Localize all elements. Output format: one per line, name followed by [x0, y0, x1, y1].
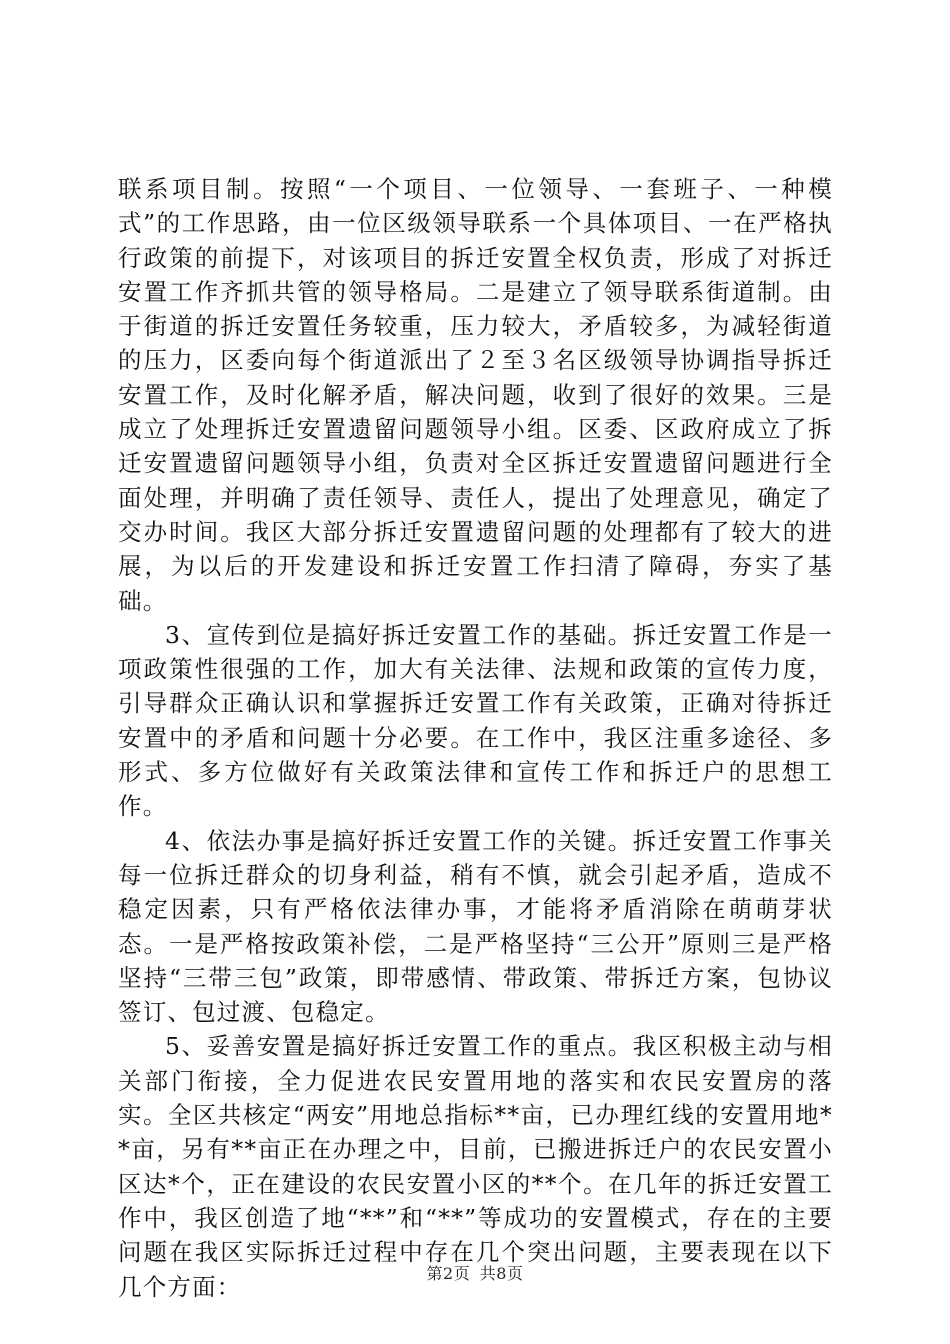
page-total: 共8页: [479, 1264, 524, 1283]
paragraph: 联系项目制。按照“一个项目、一位领导、一套班子、一种模式”的工作思路，由一位区级领导联系一个具体项目、一在严格执行政策的前提下，对该项目的拆迁安置全权负责，形成了对拆迁安置工作齐抓共管的领导格局。二是建立了领导联系街道制。由于街道的拆迁安置任务较重，压力较大，矛盾较多，为减轻街道的压力，区委向每个街道派出了２至３名区级领导协调指导拆迁安置工作，及时化解矛盾，解决问题，收到了很好的效果。三是成立了处理拆迁安置遗留问题领导小组。区委、区政府成立了拆迁安置遗留问题领导小组，负责对全区拆迁安置遗留问题进行全面处理，并明确了责任领导、责任人，提出了处理意见，确定了交办时间。我区大部分拆迁安置遗留问题的处理都有了较大的进展，为以后的开发建设和拆迁安置工作扫清了障碍，夯实了基础。: [118, 175, 833, 615]
paragraph: 5、妥善安置是搞好拆迁安置工作的重点。我区积极主动与相关部门衔接，全力促进农民安置用地的落实和农民安置房的落实。全区共核定“两安”用地总指标**亩，已办理红线的安置用地**亩，另有**亩正在办理之中，目前，已搬进拆迁户的农民安置小区达*个，正在建设的农民安置小区的**个。在几年的拆迁安置工作中，我区创造了地“**”和“**”等成功的安置模式，存在的主要问题在我区实际拆迁过程中存在几个突出问题，主要表现在以下几个方面：: [118, 1032, 833, 1301]
page-number: 第2页: [426, 1264, 471, 1283]
page-footer: [0, 1261, 950, 1284]
paragraph: 4、依法办事是搞好拆迁安置工作的关键。拆迁安置工作事关每一位拆迁群众的切身利益，稍有不慎，就会引起矛盾，造成不稳定因素，只有严格依法律办事，才能将矛盾消除在萌萌芽状态。一是严格按政策补偿，二是严格坚持“三公开”原则三是严格坚持“三带三包”政策，即带感情、带政策、带拆迁方案，包协议签订、包过渡、包稳定。: [118, 826, 833, 1027]
document-body: [118, 172, 833, 1304]
paragraph: 3、宣传到位是搞好拆迁安置工作的基础。拆迁安置工作是一项政策性很强的工作，加大有关法律、法规和政策的宣传力度，引导群众正确认识和掌握拆迁安置工作有关政策，正确对待拆迁安置中的矛盾和问题十分必要。在工作中，我区注重多途径、多形式、多方位做好有关政策法律和宣传工作和拆迁户的思想工作。: [118, 620, 833, 821]
